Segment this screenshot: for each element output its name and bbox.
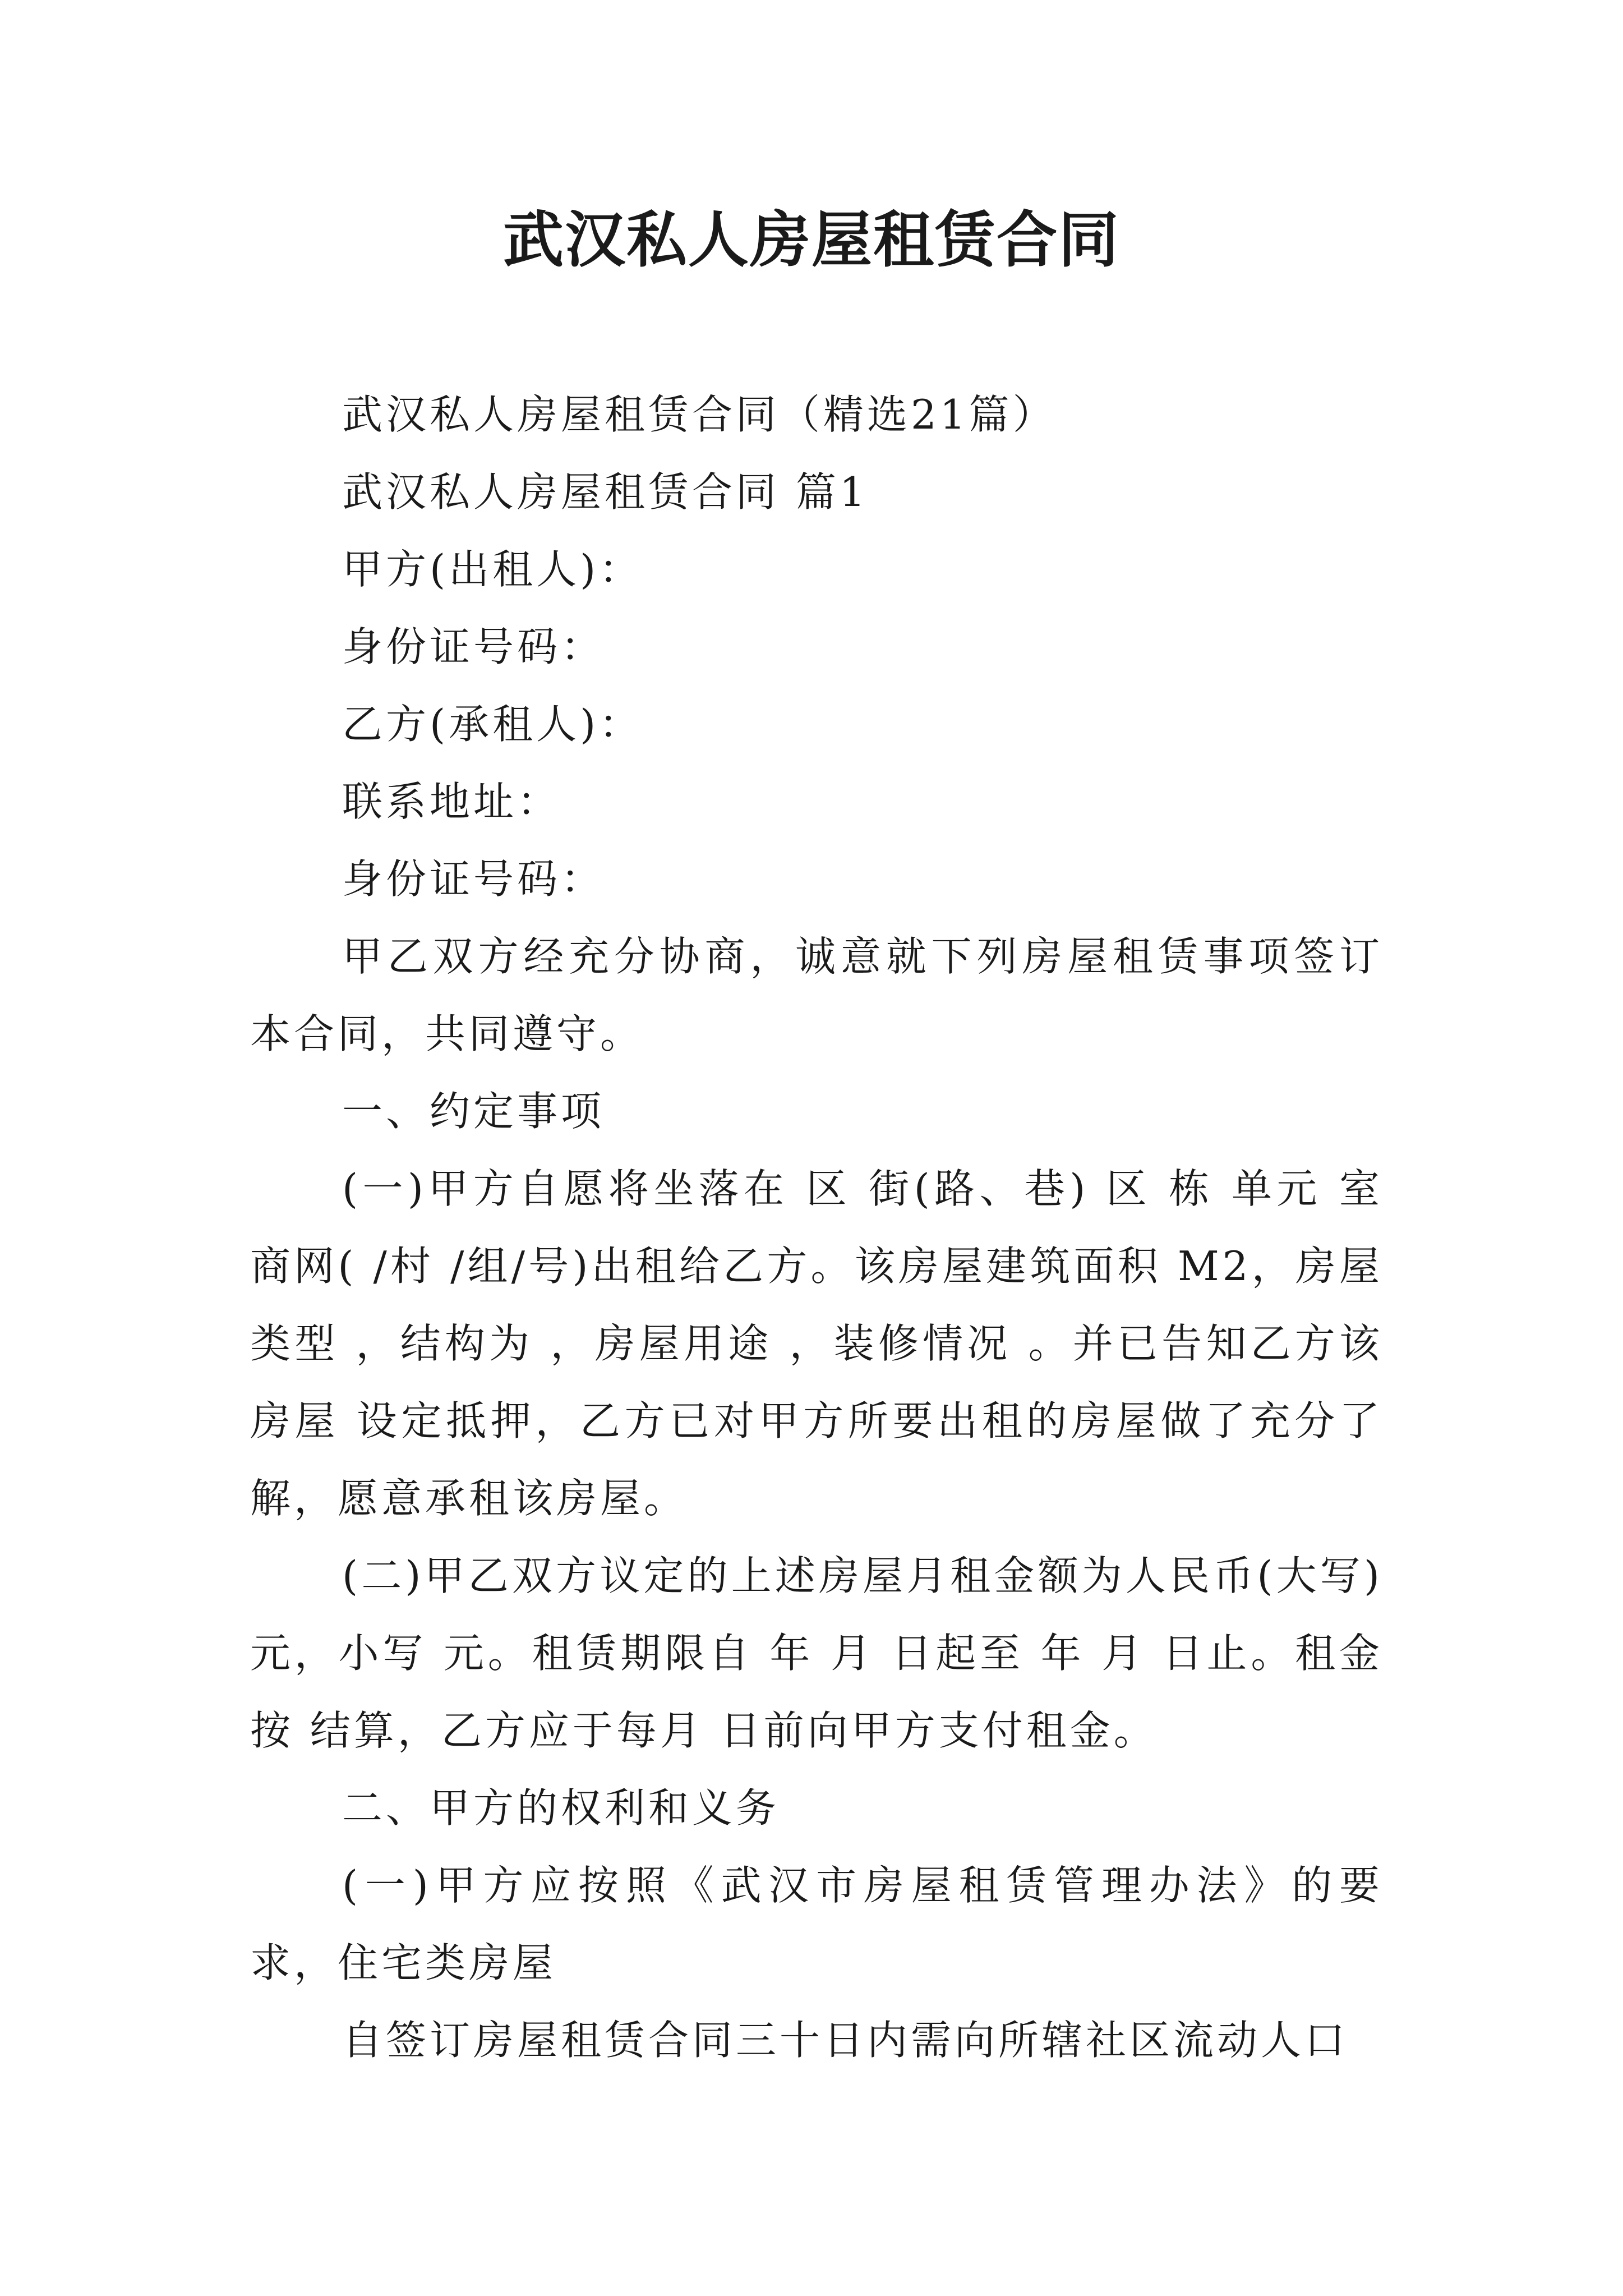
address-field: 联系地址： — [342, 778, 561, 825]
section-heading: 武汉私人房屋租赁合同 篇1 — [342, 468, 869, 516]
clause-heading: 二、甲方的权利和义务 — [342, 1784, 780, 1832]
collection-heading: 武汉私人房屋租赁合同（精选21篇） — [342, 391, 1057, 438]
preamble-paragraph: 甲乙双方经充分协商，诚意就下列房屋租赁事项签订本合同，共同遵守。 — [250, 933, 1383, 1057]
lessor-id-field: 身份证号码： — [342, 623, 605, 670]
clause-heading: 一、约定事项 — [342, 1088, 605, 1135]
document-body — [250, 376, 1399, 2079]
clause-paragraph: (二)甲乙双方议定的上述房屋月租金额为人民币(大写) 元，小写 元。租赁期限自 年 月 日起至 年 月 日止。租金按 结算，乙方应于每月 日前向甲方支付租金。 — [250, 1552, 1399, 1754]
document-title: 武汉私人房屋租赁合同 — [502, 205, 1120, 275]
clause-paragraph: (一)甲方自愿将坐落在 区 街(路、巷) 区 栋 单元 室商网( /村 /组/号)出租给乙方。该房屋建筑面积 M2，房屋类型 ，结构为 ，房屋用途 ，装修情况 。并已告知乙方该房屋 设定抵押，乙方已对甲方所要出租的房屋做了充分了解，愿意承租该房屋。 — [250, 1165, 1383, 1522]
clause-paragraph: 自签订房屋租赁合同三十日内需向所辖社区流动人口 — [342, 2017, 1349, 2064]
lessee-id-field: 身份证号码： — [342, 855, 605, 903]
clause-paragraph: (一)甲方应按照《武汉市房屋租赁管理办法》的要求，住宅类房屋 — [250, 1862, 1383, 1986]
lessee-field: 乙方(承租人)： — [342, 701, 643, 748]
lessor-field: 甲方(出租人)： — [342, 546, 643, 593]
